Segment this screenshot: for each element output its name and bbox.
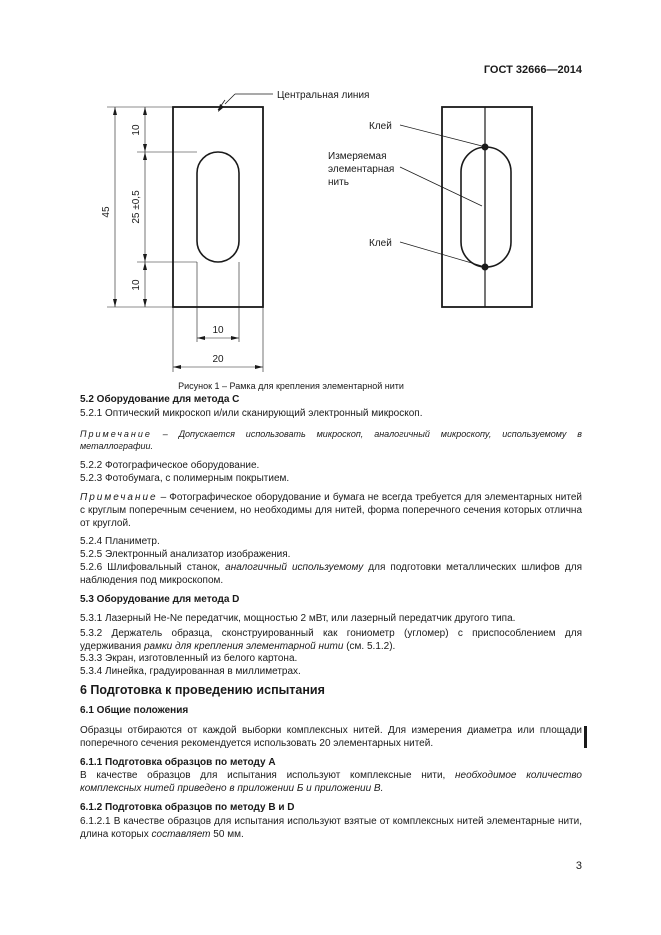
p526-part-c: для подготовки металлических шлифов для наблюдения под микроскопом. [80,562,582,586]
paragraph-5-3-4: 5.3.4 Линейка, градуированная в миллиметрах. [80,666,301,677]
p526-part-b: аналогичный используемому [225,562,364,573]
dim-bottom-10: 10 [131,279,142,291]
p611-part-a: В качестве образцов для испытания используют комплексные нити, [80,770,456,781]
p6121-part-b: составляет [151,829,211,840]
note-1-label: Примечание [80,429,152,439]
paragraph-5-2-6 [80,561,582,587]
paragraph-5-2-2: 5.2.2 Фотографическое оборудование. [80,460,260,471]
p6121-part-c: 50 мм. [210,829,244,840]
section-6-1-2-title: 6.1.2 Подготовка образцов по методу B и D [80,802,295,813]
p6121-part-a: 6.1.2.1 В качестве образцов для испытания используют взятые от комплексных нитей элементарные нити, длина которых [80,816,582,840]
section-6-title: 6 Подготовка к проведению испытания [80,683,325,697]
paragraph-5-2-5: 5.2.5 Электронный анализатор изображения. [80,549,291,560]
glue-dot-bottom [482,264,489,271]
note-2-label: Примечание [80,492,158,503]
glue-label-bottom: Клей [369,238,392,249]
dim-middle-25: 25 ±0,5 [131,190,142,224]
note-1-text: – Допускается использовать микроскоп, аналогичный микроскопу, используемому в металлографии. [80,429,582,451]
right-frame-drawing [400,107,532,307]
p611-part-b: необходимое количество комплексных нитей приведено в приложении Б и приложении В. [80,770,582,794]
section-5-3-title: 5.3 Оборудование для метода D [80,594,240,605]
section-5-2-title: 5.2 Оборудование для метода С [80,394,240,405]
dim-total-45: 45 [101,206,112,218]
fiber-label-line2: элементарная [328,164,395,175]
figure-caption: Рисунок 1 – Рамка для крепления элементарной нити [178,381,404,391]
note-1 [80,428,582,452]
paragraph-5-2-1: 5.2.1 Оптический микроскоп и/или сканирующий электронный микроскоп. [80,408,423,419]
glue-dot-top [482,144,489,151]
paragraph-5-3-1: 5.3.1 Лазерный He-Ne передатчик, мощностью 2 мВт, или лазерный передатчик другого типа. [80,613,516,624]
paragraph-6-1-2-1 [80,815,582,841]
p526-part-a: 5.2.6 Шлифовальный станок, [80,562,226,573]
change-bar [584,726,587,748]
paragraph-5-3-3: 5.3.3 Экран, изготовленный из белого картона. [80,653,298,664]
p532-part-b: рамки для крепления элементарной нити [143,641,344,652]
dim-outer-width-20: 20 [212,354,224,365]
left-frame [173,107,263,307]
fiber-label-line1: Измеряемая [328,151,387,162]
right-window [461,147,511,267]
standard-number: ГОСТ 32666—2014 [483,64,582,76]
dim-inner-width-10: 10 [212,325,224,336]
left-window [197,152,239,262]
dim-top-10: 10 [131,124,142,136]
note-2 [80,491,582,530]
figure-1 [95,80,575,380]
paragraph-5-2-3: 5.2.3 Фотобумага, с полимерным покрытием. [80,473,290,484]
paragraph-6-1-1 [80,769,582,795]
paragraph-5-3-2 [80,627,582,653]
paragraph-6-1: Образцы отбираются от каждой выборки комплексных нитей. Для измерения диаметра или площади поперечного сечения рекомендуется использовать 20 элементарных нитей. [80,725,582,749]
center-line-label: Центральная линия [277,90,370,101]
fiber-label-line3: нить [328,177,349,188]
right-frame [442,107,532,307]
glue-label-top: Клей [369,121,392,132]
page-number: 3 [575,860,582,872]
p532-part-c: (см. 5.1.2). [343,641,396,652]
note-2-text: – Фотографическое оборудование и бумага не всегда требуется для элементарных нитей с круглым поперечным сечением, но необходимы для нитей, форма поперечного сечения которых отлична от круглой. [80,492,582,529]
section-6-1-1-title: 6.1.1 Подготовка образцов по методу А [80,757,276,768]
paragraph-5-2-4: 5.2.4 Планиметр. [80,536,160,547]
p532-part-a: 5.3.2 Держатель образца, сконструированный как гониометр (угломер) с приспособлением для удерживания [80,628,582,652]
section-6-1-title: 6.1 Общие положения [80,705,189,716]
